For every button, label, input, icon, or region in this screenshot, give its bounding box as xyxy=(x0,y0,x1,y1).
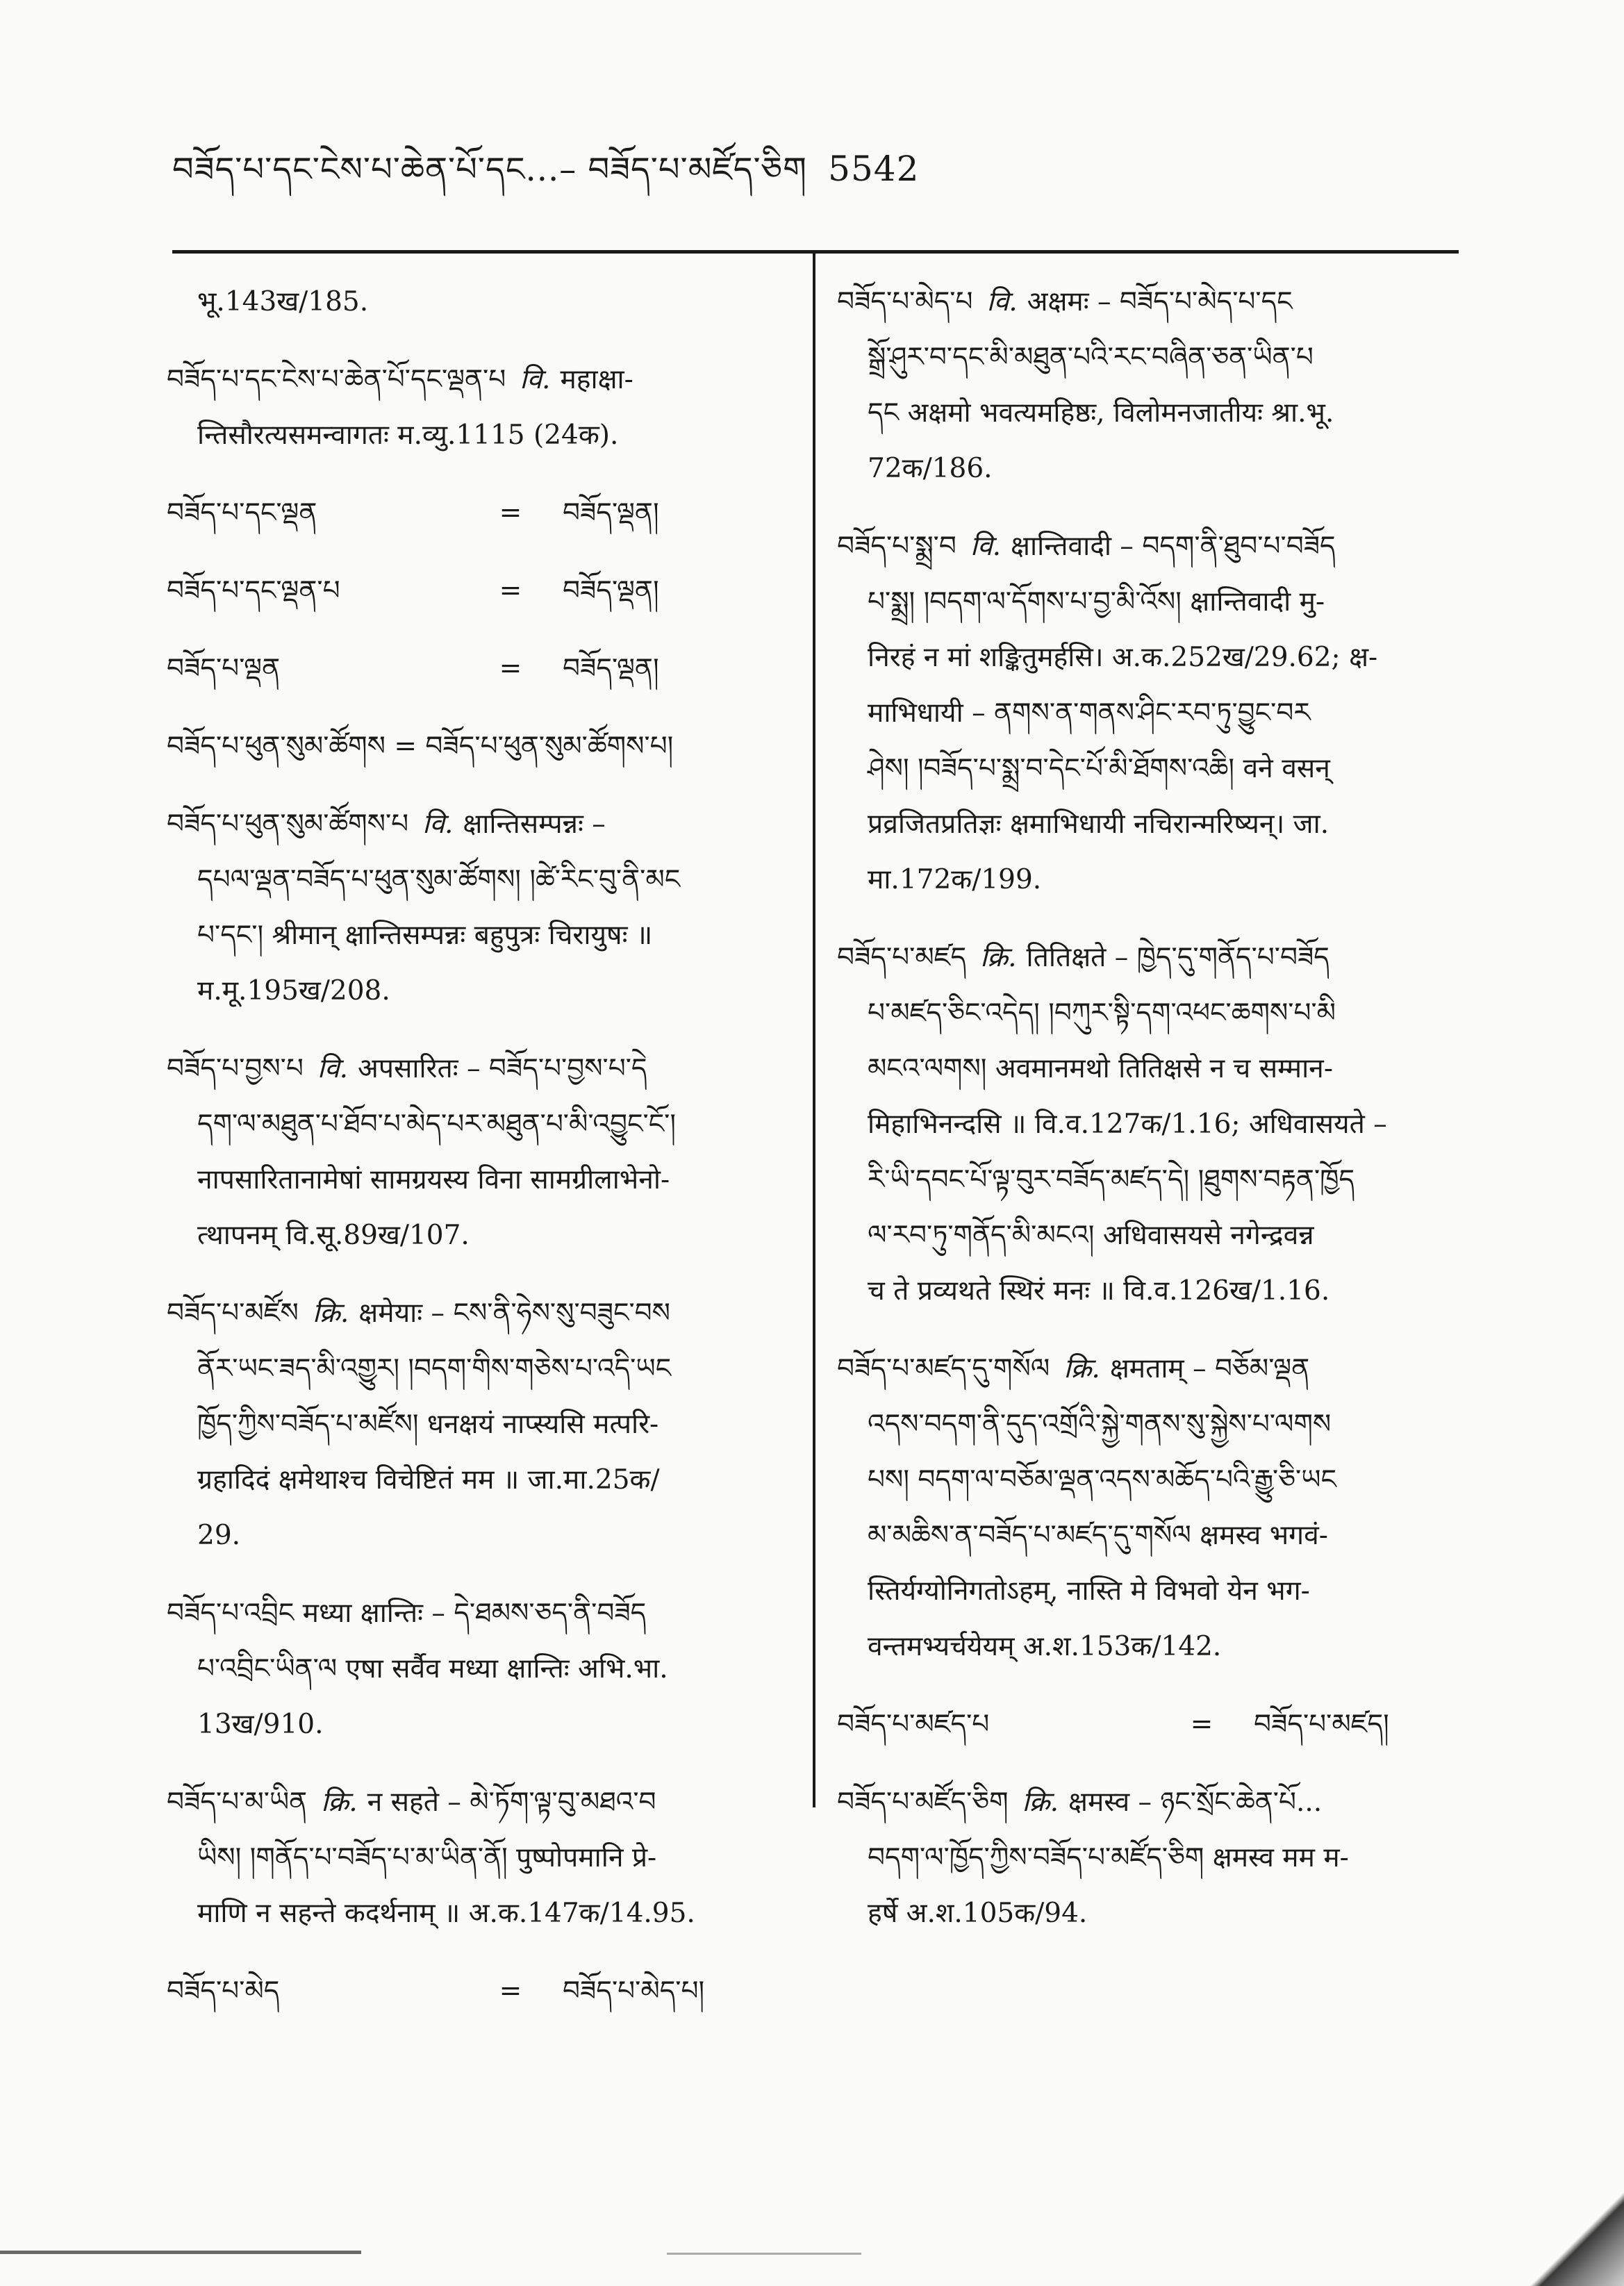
headword: བཟོད་པ་མཛོས xyxy=(167,1298,299,1329)
entry-line: བདག་ལ་ཁྱོད་ཀྱིས་བཟོད་པ་མཛོད་ཅིག क्षमस्व मम म- xyxy=(868,1842,1349,1873)
entry-line: न्तिसौरत्यसमन्वागतः म.व्यु.1115 (24क). xyxy=(197,420,619,451)
entry-line: भू.143ख/185. xyxy=(197,286,369,317)
dictionary-entry xyxy=(837,274,1462,497)
entry-line: माणि न सहन्ते कदर्थनाम् ॥ अ.क.147क/14.95. xyxy=(197,1898,695,1929)
entry-line: དང अक्षमो भवत्यमहिष्ठः, विलोमनजातीयः श्रा.भू. xyxy=(868,397,1334,429)
header-rule xyxy=(172,250,1459,254)
entry-line: प्रव्रजितप्रतिज्ञः क्षमाभिधायी नचिरान्मरिष्यन्। जा. xyxy=(868,809,1329,840)
entry-line: निरहं न मां शङ्कितुमर्हसि। अ.क.252ख/29.62; क्ष- xyxy=(868,642,1378,673)
headword: བཟོད་པ་དང་ངེས་པ་ཆེན་པོ་དང་ལྡན་པ xyxy=(167,364,506,395)
dictionary-entry xyxy=(167,797,795,1019)
entry-line: པས། བདག་ལ་བཅོམ་ལྡན་འདས་མཆོད་པའི་རྒྱུ་ཅི་ཡང xyxy=(868,1464,1337,1496)
header-title: བཟོད་པ་དང་ངེས་པ་ཆེན་པོ་དང...– བཟོད་པ་མཛོད་ཅིག xyxy=(172,150,807,189)
equals-sign: = xyxy=(1190,1709,1213,1740)
cross-reference: བཟོད་པ་མཛད། xyxy=(1254,1709,1389,1740)
dictionary-entry xyxy=(167,352,795,463)
headword: བཟོད་པ་མ་ཡིན xyxy=(167,1787,308,1818)
cross-reference: བཟོད་ལྡན། xyxy=(563,497,659,529)
entry-line: ཡིས། །གནོད་པ་བཟོད་པ་མ་ཡིན་ནོ། पुष्पोपमानि प्रे- xyxy=(197,1842,657,1873)
entry-text: क्षान्तिसम्पन्नः – xyxy=(463,809,606,840)
headword: བཟོད་པ་འབྲིང xyxy=(167,1598,295,1629)
dictionary-entry xyxy=(167,719,795,775)
entry-line: स्तिर्यग्योनिगतोऽहम्, नास्ति मे विभवो येन भग- xyxy=(868,1575,1310,1607)
headword: བཟོད་པ་ཕུན་སུམ་ཚོགས་པ xyxy=(167,809,409,840)
dictionary-entry xyxy=(837,930,1462,1319)
entry-line: ग्रहादिदं क्षमेथाश्च विचेष्टितं मम ॥ जा.मा.25क/ xyxy=(197,1464,660,1496)
entry-line: नापसारितानामेषां सामग्रयस्य विना सामग्रीलाभेनो- xyxy=(197,1164,670,1195)
grammar-tag: क्रि. xyxy=(1063,1353,1100,1384)
cross-reference: བཟོད་པ་མེད་པ། xyxy=(563,1976,705,2007)
dictionary-entry xyxy=(167,1964,795,2019)
entry-line: པ་འབྲིང་ཡིན་ལ एषा सर्वैव मध्या क्षान्तिः अभि.भा. xyxy=(197,1653,668,1684)
cross-reference: བཟོད་ལྡན། xyxy=(563,653,659,684)
entry-line: हर्षे अ.श.105क/94. xyxy=(868,1898,1088,1929)
entry-text: क्षमताम् – བཅོམ་ལྡན xyxy=(1109,1353,1310,1384)
headword: བཟོད་པ་དང་ལྡན་པ xyxy=(167,575,340,606)
dictionary-entry xyxy=(167,274,795,330)
scan-edge-dash xyxy=(667,2253,861,2255)
dictionary-entry xyxy=(167,563,795,619)
right-column xyxy=(837,274,1462,1964)
dictionary-entry xyxy=(167,1286,795,1564)
grammar-tag: क्रि. xyxy=(312,1298,349,1329)
equals-sign: = xyxy=(499,1976,522,2007)
entry-line: སྒྲོ་ཤུར་བ་དང་མི་མཐུན་པའི་རང་བཞིན་ཅན་ཡིན་པ xyxy=(868,342,1314,373)
entry-text: क्षमेयाः – ངས་ནི་ཧེས་སུ་བཟུང་བས xyxy=(358,1298,671,1329)
scan-edge-line xyxy=(0,2251,361,2254)
entry-line: རི་ཡི་དབང་པོ་ལྟ་བུར་བཟོད་མཛད་དེ། །ཐུགས་བརྟན་ཁྱོད xyxy=(868,1164,1355,1195)
grammar-tag: वि. xyxy=(422,809,454,840)
headword: བཟོད་པ་མཛད་པ xyxy=(837,1709,990,1740)
entry-line: 29. xyxy=(197,1520,241,1551)
headword: བཟོད་པ་བྱས་པ xyxy=(167,1053,304,1084)
entry-text: मध्या क्षान्तिः – དེ་ཐམས་ཅད་ནི་བཟོད xyxy=(302,1598,647,1629)
entry-line: माभिधायी – ནགས་ན་གནས་ཤིང་རབ་ཏུ་བྱུང་བར xyxy=(868,697,1311,729)
dictionary-entry xyxy=(167,1775,795,1941)
headword: བཟོད་པ་དང་ལྡན xyxy=(167,497,317,529)
running-header xyxy=(172,132,919,226)
entry-line: མ་མཆིས་ན་བཟོད་པ་མཛད་དུ་གསོལ क्षमस्व भगवं- xyxy=(868,1520,1328,1551)
equals-sign: = xyxy=(499,575,522,606)
entry-text: तितिक्षते – ཁྱེད་དུ་གནོད་པ་བཟོད xyxy=(1026,942,1329,973)
page-number: 5542 xyxy=(828,149,920,189)
entry-line: ཁྱོད་ཀྱིས་བཟོད་པ་མཛོས། धनक्षयं नाप्स्यसि मत्परि- xyxy=(197,1409,659,1440)
entry-line: 72क/186. xyxy=(868,453,993,484)
dictionary-entry xyxy=(167,1586,795,1753)
entry-line: मिहाभिनन्दसि ॥ वि.व.127क/1.16; अधिवासयते – xyxy=(868,1109,1387,1140)
entry-text: क्षान्तिवादी – བདག་ནི་ཐུབ་པ་བཟོད xyxy=(1011,531,1336,562)
headword: བཟོད་པ་མཛད་དུ་གསོལ xyxy=(837,1353,1050,1384)
entry-line: པ་སྨྲ། །བདག་ལ་དོགས་པ་བྱ་མི་འོས། क्षान्तिवादी मु- xyxy=(868,586,1325,618)
dictionary-entry xyxy=(837,1697,1462,1753)
scan-corner-shadow xyxy=(1513,2188,1624,2286)
entry-line: 13ख/910. xyxy=(197,1709,324,1740)
dictionary-entry xyxy=(167,1041,795,1264)
entry-line: ལ་རབ་ཏུ་གནོད་མི་མངའ། अधिवासयसे नगेन्द्रवन्न xyxy=(868,1220,1314,1251)
entry-line: པ་མཛད་ཅིང་འདེད། །བཀུར་སྟི་དག་འཕང་ཆགས་པ་མི xyxy=(868,997,1336,1029)
cross-reference: བཟོད་ལྡན། xyxy=(563,575,659,606)
entry-line: འདས་བདག་ནི་དུད་འགྲོའི་སྐྱེ་གནས་སུ་སྐྱེས་པ་ལགས xyxy=(868,1409,1332,1440)
left-column xyxy=(167,274,795,2041)
entry-line: ཤེས། །བཟོད་པ་སྨྲ་བ་དེང་པོ་མི་ཐོགས་འཆི། वने वसन् xyxy=(868,753,1330,784)
dictionary-entry xyxy=(167,641,795,697)
dictionary-entry xyxy=(837,519,1462,908)
grammar-tag: क्रि. xyxy=(1022,1787,1059,1818)
entry-line: མངའ་ལགས། अवमानमथो तितिक्षसे न च सम्मान- xyxy=(868,1053,1333,1084)
column-divider xyxy=(813,251,815,1807)
dictionary-entry xyxy=(837,1775,1462,1941)
entry-line: त्थापनम् वि.सू.89ख/107. xyxy=(197,1220,470,1251)
entry-line: म.मू.195ख/208. xyxy=(197,975,390,1007)
grammar-tag: क्रि. xyxy=(321,1787,358,1818)
equals-sign: = xyxy=(499,497,522,529)
entry-line: मा.172क/199. xyxy=(868,864,1042,895)
grammar-tag: वि. xyxy=(317,1053,349,1084)
entry-text: अक्षमः – བཟོད་པ་མེད་པ་དང xyxy=(1027,286,1293,317)
grammar-tag: वि. xyxy=(986,286,1018,317)
grammar-tag: वि. xyxy=(970,531,1002,562)
headword: བཟོད་པ་མཛད xyxy=(837,942,967,973)
entry-line: པ་དང༌། श्रीमान् क्षान्तिसम्पन्नः बहुपुत्रः चिरायुषः ॥ xyxy=(197,920,653,951)
dictionary-entry xyxy=(167,486,795,541)
entry-text: अपसारितः – བཟོད་པ་བྱས་པ་དེ xyxy=(358,1053,647,1084)
equals-sign: = xyxy=(499,653,522,684)
entry-line: वन्तमभ्यर्चयेयम् अ.श.153क/142. xyxy=(868,1631,1222,1662)
entry-text: महाक्षा- xyxy=(560,364,633,395)
grammar-tag: क्रि. xyxy=(980,942,1017,973)
headword: བཟོད་པ་ལྡན xyxy=(167,653,281,684)
dictionary-entry xyxy=(837,1341,1462,1675)
entry-line: དག་ལ་མཐུན་པ་ཐོབ་པ་མེད་པར་མཐུན་པ་མི་འབྱུང་ངོ༌། xyxy=(197,1109,677,1140)
entry-text: क्षमस्व – ཉང་སྲོང་ཆེན་པོ... xyxy=(1068,1787,1323,1818)
entry-line: དཔལ་ལྡན་བཟོད་པ་ཕུན་སུམ་ཚོགས། །ཚེ་རིང་བུ་ནི་མང xyxy=(197,864,681,895)
headword: བཟོད་པ་མེད xyxy=(167,1976,280,2007)
entry-line: च ते प्रव्यथते स्थिरं मनः ॥ वि.व.126ख/1.16. xyxy=(868,1275,1330,1307)
entry-line: བཟོད་པ་ཕུན་སུམ་ཚོགས = བཟོད་པ་ཕུན་སུམ་ཚོགས་པ། xyxy=(167,731,674,762)
headword: བཟོད་པ་མཛོད་ཅིག xyxy=(837,1787,1009,1818)
entry-text: न सहते – མེ་ཏོག་ལྟ་བུ་མཐའ་བ xyxy=(367,1787,656,1818)
entry-line: ནོར་ཡང་ཟད་མི་འགྱུར། །བདག་གིས་གཅེས་པ་འདི་ཡང xyxy=(197,1353,672,1384)
headword: བཟོད་པ་མེད་པ xyxy=(837,286,973,317)
grammar-tag: वि. xyxy=(520,364,551,395)
headword: བཟོད་པ་སྨྲ་བ xyxy=(837,531,956,562)
